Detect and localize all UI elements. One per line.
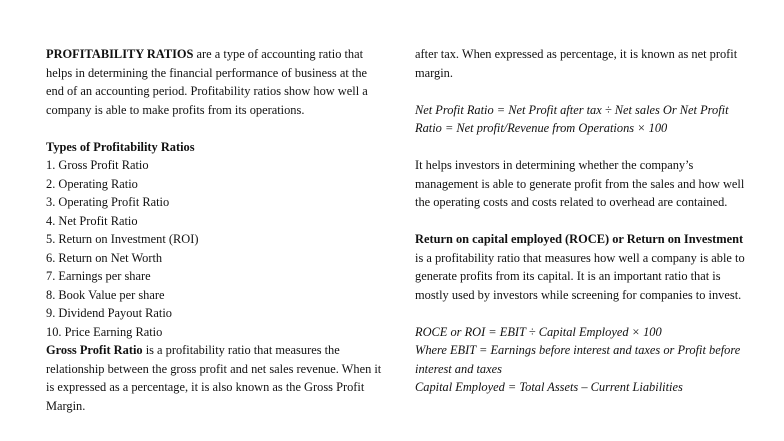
list-item: 4. Net Profit Ratio	[46, 213, 138, 228]
list-item: 5. Return on Investment (ROI)	[46, 232, 199, 246]
list-item: 9. Dividend Payout Ratio	[46, 306, 172, 320]
left-column	[46, 45, 386, 415]
roce-term: Return on capital employed (ROCE) or Return on Investment	[415, 232, 744, 246]
list-item: 7. Earnings per share	[46, 269, 151, 283]
types-heading: Types of Profitability Ratios	[46, 139, 195, 154]
net-profit-continuation: after tax. When expressed as percentage, it is known as net profit margin.	[415, 47, 738, 80]
list-item: 10. Price Earning Ratio	[46, 324, 163, 339]
types-list	[46, 156, 386, 341]
gross-profit-term: Gross Profit Ratio	[46, 343, 143, 357]
gross-profit-text: is a profitability ratio that measures the relationship between the gross profit and net sales revenue. When it is expressed as a percentage, it is also known as the Gross Profit Margin.	[46, 343, 382, 413]
list-item: 1. Gross Profit Ratio	[46, 158, 149, 172]
net-profit-formula: Net Profit Ratio = Net Profit after tax ÷ Net sales Or Net Profit Ratio = Net profit/Revenue from Operations × 100	[415, 102, 729, 135]
gross-profit-paragraph	[46, 341, 386, 415]
roce-text: is a profitability ratio that measures how well a company is able to generate profits from its capital. It is an important ratio that is mostly used by investors while screening for companies to invest.	[415, 250, 745, 302]
capital-employed-line: Capital Employed = Total Assets – Current Liabilities	[415, 380, 683, 394]
profitability-ratios-term: PROFITABILITY RATIOS	[46, 47, 194, 61]
intro-paragraph	[46, 45, 386, 119]
list-item: 2. Operating Ratio	[46, 176, 138, 191]
list-item: 6. Return on Net Worth	[46, 250, 163, 265]
list-item: 3. Operating Profit Ratio	[46, 195, 170, 209]
right-column	[415, 45, 745, 397]
list-item: 8. Book Value per share	[46, 287, 165, 302]
ebit-definition-line: Where EBIT = Earnings before interest and taxes or Profit before interest and taxes	[415, 343, 741, 376]
intro-text: are a type of accounting ratio that helps in determining the financial performance of business at the end of an accounting period. Profitability ratios show how well a company is able to make profits from its operations.	[46, 47, 368, 117]
roce-paragraph	[415, 230, 745, 304]
roce-formula-line: ROCE or ROI = EBIT ÷ Capital Employed × 100	[415, 324, 662, 339]
investors-paragraph: It helps investors in determining whether the company’s management is able to generate profit from the sales and how well the operating costs and costs related to overhead are contained.	[415, 158, 745, 209]
